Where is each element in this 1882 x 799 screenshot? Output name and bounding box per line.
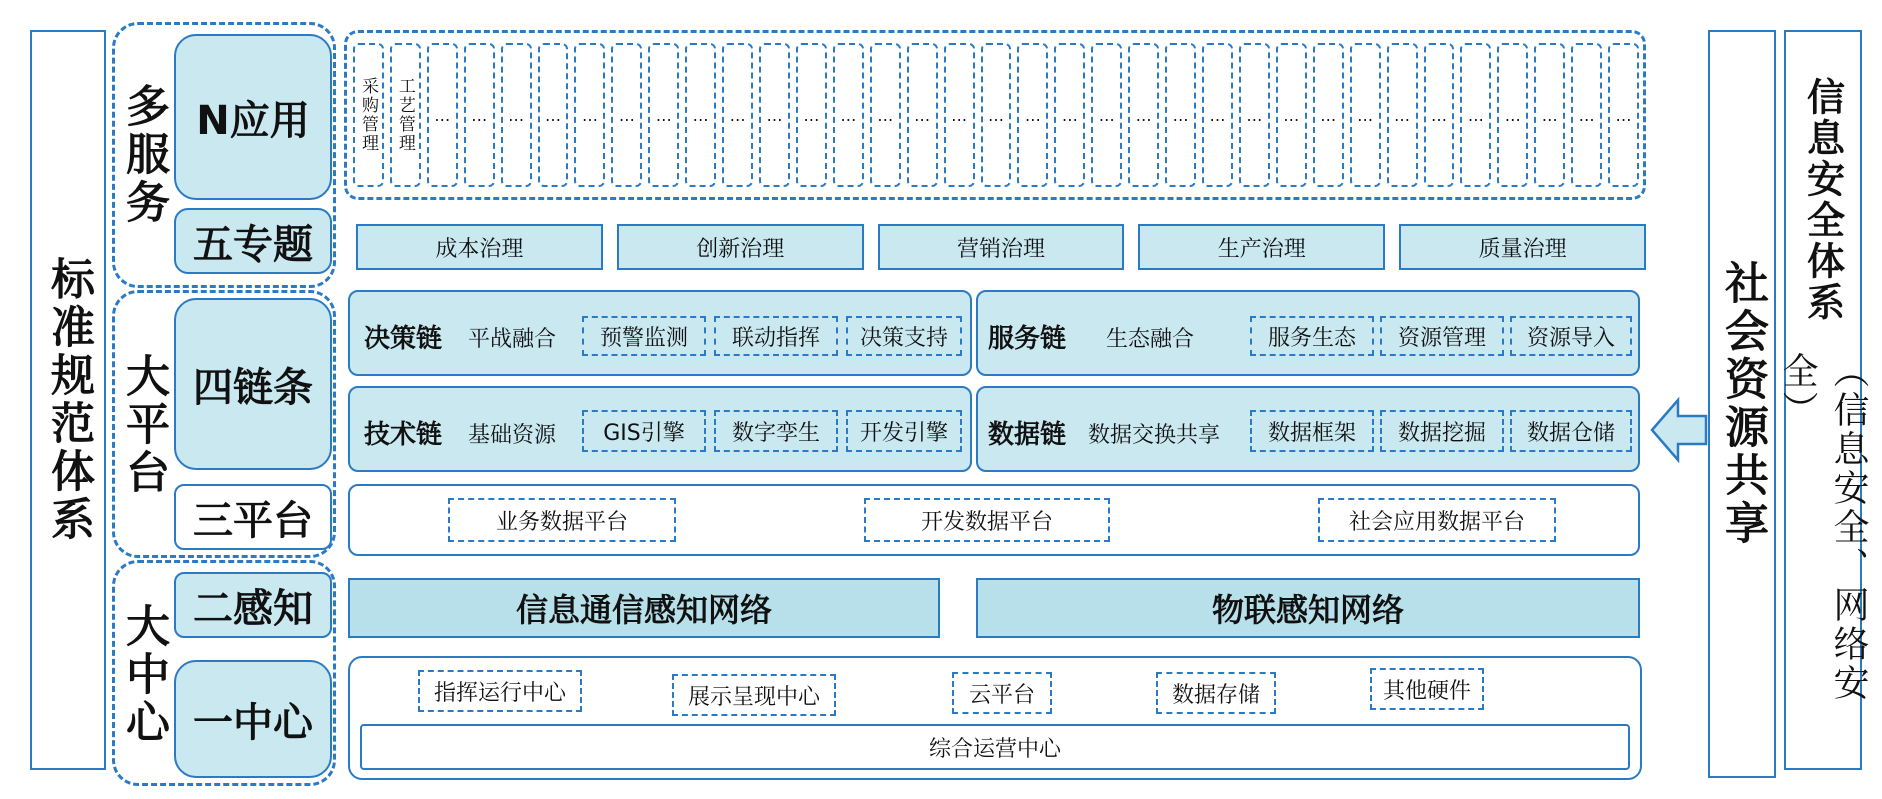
- topic-item: 质量治理: [1399, 224, 1646, 270]
- n-app-column: …: [1276, 43, 1307, 187]
- info-security-panel: [1777, 30, 1869, 770]
- info-security-subtitle: （信息安全、网络安全）: [1777, 352, 1869, 703]
- decision-tag-1: 预警监测: [582, 316, 706, 356]
- service-tag-1: 服务生态: [1250, 316, 1374, 356]
- n-app-column: …: [981, 43, 1012, 187]
- decision-chain-sub: 平战融合: [468, 327, 557, 352]
- n-app-column: …: [427, 43, 458, 187]
- decision-tag-2: 联动指挥: [714, 316, 838, 356]
- n-app-column: …: [1608, 43, 1639, 187]
- n-app-column: …: [1424, 43, 1455, 187]
- n-app-column: …: [464, 43, 495, 187]
- n-app-column: …: [1460, 43, 1491, 187]
- group-label-big-platform: 大平台: [118, 353, 169, 497]
- layer-five-topics: 五专题: [174, 208, 332, 274]
- n-app-column: …: [796, 43, 827, 187]
- n-app-column: …: [685, 43, 716, 187]
- center-data-storage: 数据存储: [1156, 672, 1276, 714]
- technology-tag-3: 开发引擎: [846, 410, 962, 452]
- platform-development-data: 开发数据平台: [864, 498, 1110, 542]
- technology-tag-2: 数字孪生: [714, 410, 838, 452]
- n-app-column: …: [833, 43, 864, 187]
- data-chain-panel: [976, 386, 1640, 472]
- technology-chain-name: 技术链: [364, 420, 443, 450]
- n-app-column: …: [1202, 43, 1233, 187]
- service-tag-3: 资源导入: [1510, 316, 1632, 356]
- n-app-column: 采购管理: [353, 43, 384, 187]
- sensing-ict-network: 信息通信感知网络: [348, 578, 940, 638]
- n-app-column: …: [1534, 43, 1565, 187]
- layer-three-platforms: 三平台: [174, 484, 332, 550]
- n-app-column: …: [1313, 43, 1344, 187]
- center-panel: [348, 656, 1642, 780]
- service-chain-sub: 生态融合: [1106, 327, 1195, 352]
- group-label-multi-service: 多服务: [118, 83, 169, 227]
- social-share-panel: [1708, 30, 1776, 778]
- n-app-column: 工艺管理: [390, 43, 421, 187]
- n-app-column: …: [574, 43, 605, 187]
- n-app-column: …: [1497, 43, 1528, 187]
- n-app-column: …: [1239, 43, 1270, 187]
- platform-business-data: 业务数据平台: [448, 498, 676, 542]
- n-app-column: …: [611, 43, 642, 187]
- n-app-column: …: [722, 43, 753, 187]
- technology-chain-sub: 基础资源: [468, 423, 557, 448]
- info-security-title: 信息安全体系: [1800, 77, 1845, 323]
- n-apps-columns: [353, 33, 1637, 197]
- layer-four-chains: 四链条: [174, 298, 332, 470]
- n-app-column: …: [870, 43, 901, 187]
- platforms-panel: [348, 484, 1640, 556]
- center-cloud-platform: 云平台: [952, 672, 1052, 714]
- technology-tag-1: GIS引擎: [582, 410, 706, 452]
- layer-two-sensing: 二感知: [174, 572, 332, 638]
- topic-item: 创新治理: [617, 224, 864, 270]
- service-tag-2: 资源管理: [1380, 316, 1504, 356]
- data-tag-2: 数据挖掘: [1380, 410, 1504, 452]
- n-app-column: …: [1091, 43, 1122, 187]
- sensing-iot-network: 物联感知网络: [976, 578, 1640, 638]
- social-share-arrow-icon: [1650, 396, 1708, 464]
- center-integrated-operations: 综合运营中心: [360, 724, 1630, 770]
- layer-one-center: 一中心: [174, 660, 332, 778]
- data-chain-name: 数据链: [988, 420, 1067, 450]
- platform-social-app-data: 社会应用数据平台: [1318, 498, 1556, 542]
- decision-chain-name: 决策链: [364, 324, 443, 354]
- standards-system-panel: [30, 30, 106, 770]
- decision-chain-panel: [348, 290, 972, 376]
- center-command-operations: 指挥运行中心: [418, 670, 582, 712]
- n-app-column: …: [1054, 43, 1085, 187]
- n-app-column: …: [538, 43, 569, 187]
- n-app-column: …: [1165, 43, 1196, 187]
- topic-item: 生产治理: [1138, 224, 1385, 270]
- layer-n-apps: N应用: [174, 34, 332, 200]
- topic-item: 成本治理: [356, 224, 603, 270]
- technology-chain-panel: [348, 386, 972, 472]
- n-apps-panel: [344, 30, 1646, 200]
- standards-system-label: 标准规范体系: [43, 256, 94, 544]
- center-display: 展示呈现中心: [672, 674, 836, 716]
- n-app-column: …: [1387, 43, 1418, 187]
- n-app-column: …: [1128, 43, 1159, 187]
- n-app-column: …: [907, 43, 938, 187]
- topic-item: 营销治理: [878, 224, 1125, 270]
- center-other-hardware: 其他硬件: [1370, 668, 1484, 710]
- service-chain-name: 服务链: [988, 324, 1067, 354]
- data-tag-1: 数据框架: [1250, 410, 1374, 452]
- n-app-column: …: [944, 43, 975, 187]
- data-tag-3: 数据仓储: [1510, 410, 1632, 452]
- topics-row: [356, 224, 1646, 270]
- group-label-big-center: 大中心: [118, 603, 169, 747]
- n-app-column: …: [648, 43, 679, 187]
- social-share-label: 社会资源共享: [1717, 260, 1768, 548]
- n-app-column: …: [1571, 43, 1602, 187]
- data-chain-sub: 数据交换共享: [1088, 423, 1221, 448]
- service-chain-panel: [976, 290, 1640, 376]
- decision-tag-3: 决策支持: [846, 316, 962, 356]
- n-app-column: …: [1350, 43, 1381, 187]
- n-app-column: …: [759, 43, 790, 187]
- n-app-column: …: [1017, 43, 1048, 187]
- n-app-column: …: [501, 43, 532, 187]
